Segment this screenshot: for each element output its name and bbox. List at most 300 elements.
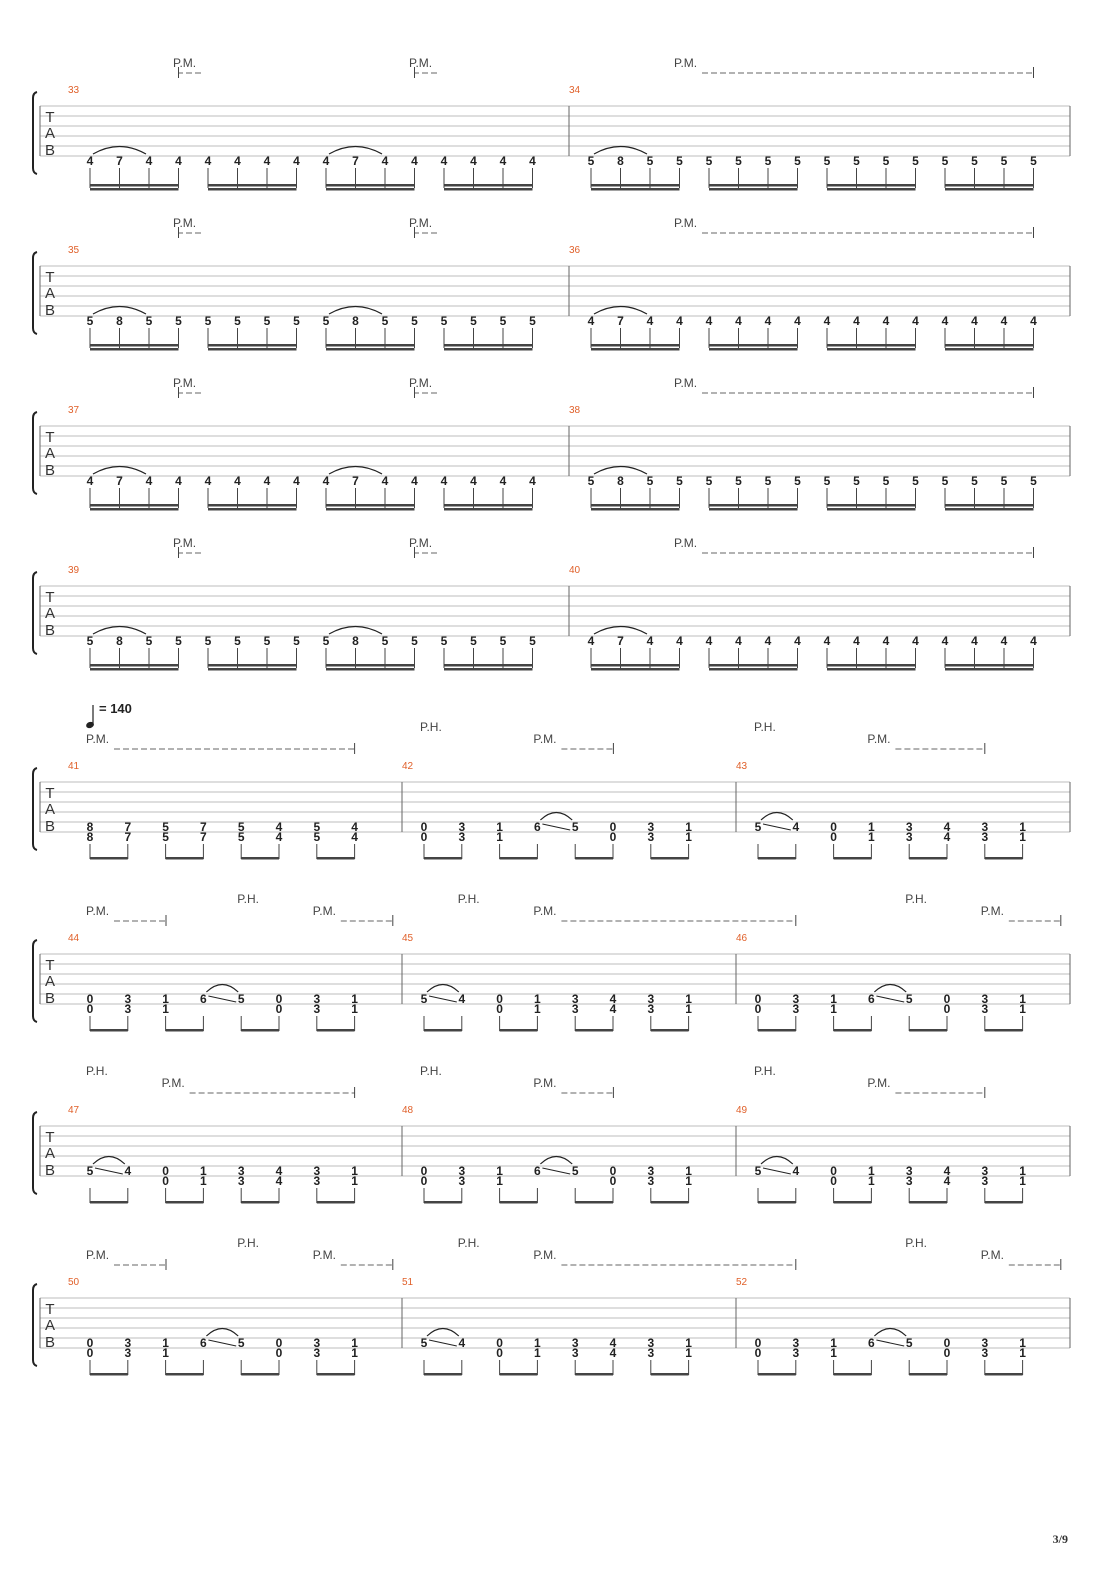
fret-number: 1 <box>1019 820 1026 834</box>
fret-number: 5 <box>941 154 949 168</box>
palm-mute-label: P.M. <box>409 536 433 550</box>
fret-number: 8 <box>617 474 624 488</box>
palm-mute-label: P.M. <box>674 376 698 390</box>
fret-number: 1 <box>200 1164 207 1178</box>
beam-secondary <box>709 188 798 191</box>
fret-number: 5 <box>587 474 595 488</box>
palm-mute-label: P.M. <box>533 904 557 918</box>
measure <box>569 85 1037 191</box>
fret-number: 4 <box>204 474 212 488</box>
measure-number: 42 <box>402 761 414 772</box>
fret-number: 5 <box>313 830 321 844</box>
fret-number: 1 <box>685 1002 692 1016</box>
eighth-beam <box>985 1373 1023 1376</box>
fret-number: 5 <box>646 474 654 488</box>
beam-primary <box>208 664 297 667</box>
measure-number: 34 <box>569 85 581 96</box>
hammer-on-arc <box>206 1329 238 1337</box>
sixteenth-beam <box>827 184 916 191</box>
fret-number: 3 <box>647 1174 655 1188</box>
tab-letter-a: A <box>44 125 56 142</box>
sixteenth-beam <box>709 184 798 191</box>
fret-number: 3 <box>981 1346 989 1360</box>
beam-primary <box>591 504 680 507</box>
fret-number: 4 <box>971 314 978 328</box>
fret-number: 0 <box>609 830 617 844</box>
sixteenth-beam <box>709 664 798 671</box>
system-bracket <box>33 412 37 494</box>
hammer-on-arc <box>427 1329 459 1337</box>
fret-number: 0 <box>943 1002 951 1016</box>
fret-number: 0 <box>830 830 837 844</box>
slide-line <box>763 1168 791 1174</box>
beam-secondary <box>827 508 916 511</box>
fret-number: 4 <box>234 474 241 488</box>
fret-number: 6 <box>200 1336 207 1350</box>
fret-number: 5 <box>853 474 860 488</box>
fret-number: 3 <box>313 1346 321 1360</box>
fret-number: 4 <box>792 820 800 834</box>
eighth-beam <box>424 1029 462 1032</box>
fret-number: 4 <box>823 314 831 328</box>
beam-primary <box>326 344 415 347</box>
beam-primary <box>208 504 297 507</box>
fret-number: 4 <box>943 1174 951 1188</box>
fret-number: 0 <box>420 1174 428 1188</box>
palm-mute-label: P.M. <box>173 376 197 390</box>
measure-number: 44 <box>68 933 80 944</box>
fret-number: 0 <box>420 820 428 834</box>
measure-number: 43 <box>736 761 748 772</box>
fret-number: 3 <box>981 992 989 1006</box>
eighth-beam <box>500 1029 538 1032</box>
fret-number: 3 <box>647 1346 655 1360</box>
tab-letter-b: B <box>44 1162 56 1179</box>
beam-secondary <box>444 668 533 671</box>
tab-letter-t: T <box>45 1301 55 1318</box>
fret-number: 5 <box>941 474 949 488</box>
fret-number: 1 <box>685 1336 692 1350</box>
fret-number: 3 <box>905 820 913 834</box>
staff-lines <box>40 266 1070 316</box>
fret-number: 5 <box>646 154 654 168</box>
fret-number: 1 <box>200 1174 207 1188</box>
fret-number: 5 <box>175 634 182 648</box>
measure-number: 40 <box>569 565 581 576</box>
fret-number: 4 <box>943 820 951 834</box>
hammer-on-arc <box>594 627 647 635</box>
fret-number: 8 <box>86 830 94 844</box>
beam-secondary <box>208 348 297 351</box>
beam-primary <box>827 184 916 187</box>
sixteenth-beam <box>208 344 297 351</box>
hammer-on-arc <box>594 467 647 475</box>
palm-mute-label: P.M. <box>173 56 197 70</box>
fret-number: 5 <box>322 314 330 328</box>
fret-number: 0 <box>275 992 283 1006</box>
fret-number: 4 <box>735 634 742 648</box>
fret-number: 4 <box>275 830 283 844</box>
fret-number: 7 <box>124 830 132 844</box>
fret-number: 1 <box>496 1174 503 1188</box>
fret-number: 3 <box>792 992 800 1006</box>
slide-line <box>542 824 570 830</box>
fret-number: 5 <box>162 830 169 844</box>
beam-secondary <box>945 668 1034 671</box>
system-bracket <box>33 1112 37 1194</box>
fret-number: 5 <box>676 154 683 168</box>
fret-number: 0 <box>420 830 428 844</box>
fret-number: 4 <box>609 1336 617 1350</box>
fret-number: 0 <box>496 992 503 1006</box>
fret-number: 5 <box>293 634 300 648</box>
beam-secondary <box>709 508 798 511</box>
fret-number: 1 <box>1019 1336 1026 1350</box>
palm-mute-label: P.M. <box>409 56 433 70</box>
fret-number: 1 <box>534 992 541 1006</box>
hammer-on-arc <box>329 307 382 315</box>
pinch-harmonic-label: P.H. <box>420 1064 442 1078</box>
fret-number: 4 <box>234 154 241 168</box>
fret-number: 7 <box>617 314 624 328</box>
fret-number: 4 <box>971 634 978 648</box>
slide-line <box>208 996 236 1002</box>
fret-number: 5 <box>912 474 919 488</box>
beam-secondary <box>945 188 1034 191</box>
fret-number: 3 <box>124 1002 132 1016</box>
sixteenth-beam <box>208 184 297 191</box>
eighth-beam <box>424 1201 462 1204</box>
tab-letter-t: T <box>45 785 55 802</box>
fret-number: 5 <box>234 314 241 328</box>
tab-letter-a: A <box>44 1145 56 1162</box>
beam-primary <box>945 664 1034 667</box>
fret-number: 4 <box>458 992 466 1006</box>
fret-number: 4 <box>263 474 271 488</box>
eighth-beam <box>985 857 1023 860</box>
sixteenth-beam <box>444 504 533 511</box>
fret-number: 5 <box>381 634 389 648</box>
fret-number: 0 <box>275 1346 283 1360</box>
tempo-text: = 140 <box>99 701 132 716</box>
sixteenth-beam <box>326 504 415 511</box>
fret-number: 5 <box>853 154 860 168</box>
fret-number: 1 <box>162 1346 169 1360</box>
fret-number: 4 <box>882 314 890 328</box>
fret-number: 5 <box>237 820 245 834</box>
eighth-beam <box>985 1201 1023 1204</box>
sixteenth-beam <box>444 184 533 191</box>
fret-number: 1 <box>496 820 503 834</box>
beam-primary <box>326 504 415 507</box>
sixteenth-beam <box>444 664 533 671</box>
eighth-beam <box>758 1201 796 1204</box>
fret-number: 3 <box>313 1002 321 1016</box>
fret-number: 4 <box>145 474 153 488</box>
fret-number: 0 <box>86 1002 94 1016</box>
fret-number: 3 <box>571 1336 579 1350</box>
measure-number: 47 <box>68 1105 80 1116</box>
fret-number: 4 <box>381 474 389 488</box>
fret-number: 5 <box>440 314 448 328</box>
fret-number: 3 <box>571 992 579 1006</box>
fret-number: 4 <box>587 634 595 648</box>
pinch-harmonic-label: P.H. <box>86 1064 108 1078</box>
eighth-beam <box>424 857 462 860</box>
fret-number: 1 <box>351 1164 358 1178</box>
eighth-beam <box>424 1373 462 1376</box>
hammer-on-arc <box>329 627 382 635</box>
fret-number: 1 <box>351 992 358 1006</box>
fret-number: 3 <box>571 1002 579 1016</box>
palm-mute-label: P.M. <box>173 216 197 230</box>
fret-number: 5 <box>823 474 831 488</box>
fret-number: 3 <box>313 1336 321 1350</box>
fret-number: 7 <box>116 474 123 488</box>
fret-number: 4 <box>1000 634 1008 648</box>
fret-number: 4 <box>86 154 94 168</box>
fret-number: 3 <box>981 1164 989 1178</box>
measure <box>736 933 1026 1032</box>
fret-number: 6 <box>534 1164 541 1178</box>
fret-number: 1 <box>685 1174 692 1188</box>
fret-number: 5 <box>237 992 245 1006</box>
slide-line <box>542 1168 570 1174</box>
eighth-beam <box>166 1029 204 1032</box>
fret-number: 4 <box>1030 314 1037 328</box>
fret-number: 4 <box>458 1336 466 1350</box>
fret-number: 0 <box>86 1336 94 1350</box>
beam-secondary <box>208 668 297 671</box>
measure <box>68 761 358 860</box>
fret-number: 3 <box>981 1174 989 1188</box>
fret-number: 4 <box>609 1002 617 1016</box>
fret-number: 4 <box>705 634 713 648</box>
fret-number: 1 <box>1019 1346 1026 1360</box>
beam-primary <box>591 344 680 347</box>
tab-letter-t: T <box>45 957 55 974</box>
fret-number: 5 <box>529 314 536 328</box>
tab-letter-b: B <box>44 990 56 1007</box>
fret-number: 5 <box>499 314 507 328</box>
fret-number: 5 <box>293 314 300 328</box>
fret-number: 3 <box>313 1174 321 1188</box>
fret-number: 3 <box>237 1164 245 1178</box>
beam-primary <box>444 344 533 347</box>
eighth-beam <box>651 1201 689 1204</box>
fret-number: 4 <box>381 154 389 168</box>
fret-number: 4 <box>943 1164 951 1178</box>
fret-number: 4 <box>735 314 742 328</box>
beam-secondary <box>591 668 680 671</box>
fret-number: 5 <box>145 314 153 328</box>
fret-number: 1 <box>351 1336 358 1350</box>
fret-number: 1 <box>1019 830 1026 844</box>
palm-mute-label: P.M. <box>409 376 433 390</box>
beam-primary <box>208 344 297 347</box>
measure <box>736 1105 1026 1204</box>
staff-system <box>33 536 1070 671</box>
fret-number: 3 <box>981 820 989 834</box>
sixteenth-beam <box>591 504 680 511</box>
measure-number: 41 <box>68 761 80 772</box>
fret-number: 0 <box>943 992 951 1006</box>
fret-number: 4 <box>764 314 772 328</box>
system-bracket <box>33 572 37 654</box>
hammer-on-arc <box>329 147 382 155</box>
fret-number: 5 <box>322 634 330 648</box>
beam-primary <box>591 664 680 667</box>
fret-number: 0 <box>420 1164 428 1178</box>
eighth-beam <box>651 1373 689 1376</box>
palm-mute-label: P.M. <box>674 56 698 70</box>
fret-number: 4 <box>941 634 949 648</box>
beam-secondary <box>90 348 179 351</box>
fret-number: 4 <box>529 154 536 168</box>
fret-number: 4 <box>646 314 654 328</box>
sixteenth-beam <box>326 664 415 671</box>
hammer-on-arc <box>761 1157 793 1165</box>
fret-number: 0 <box>86 992 94 1006</box>
hammer-on-arc <box>761 813 793 821</box>
fret-number: 4 <box>529 474 536 488</box>
fret-number: 0 <box>830 1174 837 1188</box>
fret-number: 1 <box>534 1346 541 1360</box>
fret-number: 4 <box>587 314 595 328</box>
hammer-on-arc <box>540 1157 572 1165</box>
palm-mute-label: P.M. <box>86 1248 110 1262</box>
eighth-beam <box>90 1201 128 1204</box>
hammer-on-arc <box>427 985 459 993</box>
fret-number: 0 <box>754 1346 762 1360</box>
fret-number: 0 <box>609 820 617 834</box>
palm-mute-label: P.M. <box>86 732 110 746</box>
sixteenth-beam <box>591 184 680 191</box>
pinch-harmonic-label: P.H. <box>457 892 480 906</box>
palm-mute-label: P.M. <box>86 904 110 918</box>
beam-primary <box>208 184 297 187</box>
measure-number: 33 <box>68 85 80 96</box>
palm-mute-label: P.M. <box>674 536 698 550</box>
eighth-beam <box>317 857 355 860</box>
beam-secondary <box>444 188 533 191</box>
system-bracket <box>33 252 37 334</box>
eighth-beam <box>834 857 872 860</box>
pinch-harmonic-label: P.H. <box>237 1236 259 1250</box>
hammer-on-arc <box>93 147 146 155</box>
slide-line <box>876 1340 904 1346</box>
beam-secondary <box>90 668 179 671</box>
eighth-beam <box>985 1029 1023 1032</box>
fret-number: 4 <box>322 474 330 488</box>
fret-number: 3 <box>458 1164 466 1178</box>
staff-system <box>33 376 1070 511</box>
palm-mute-label: P.M. <box>173 536 197 550</box>
beam-primary <box>591 184 680 187</box>
staff-system <box>33 216 1070 351</box>
fret-number: 1 <box>830 1336 837 1350</box>
fret-number: 5 <box>1000 154 1008 168</box>
fret-number: 5 <box>313 820 321 834</box>
fret-number: 4 <box>794 314 801 328</box>
eighth-beam <box>166 1201 204 1204</box>
fret-number: 0 <box>275 1336 283 1350</box>
fret-number: 5 <box>470 634 477 648</box>
tab-letter-a: A <box>44 445 56 462</box>
tab-letter-a: A <box>44 801 56 818</box>
measure <box>68 1105 358 1204</box>
fret-number: 4 <box>145 154 153 168</box>
tab-letter-b: B <box>44 462 56 479</box>
palm-mute-label: P.M. <box>867 732 891 746</box>
fret-number: 4 <box>124 1164 132 1178</box>
fret-number: 4 <box>941 314 949 328</box>
fret-number: 5 <box>764 474 772 488</box>
staff-system <box>33 892 1070 1032</box>
system-bracket <box>33 940 37 1022</box>
beam-secondary <box>945 508 1034 511</box>
fret-number: 4 <box>609 1346 617 1360</box>
measure <box>402 761 692 860</box>
tab-letter-a: A <box>44 285 56 302</box>
pinch-harmonic-label: P.H. <box>237 892 259 906</box>
fret-number: 1 <box>868 820 875 834</box>
fret-number: 3 <box>124 1336 132 1350</box>
page-number: 3/9 <box>1052 1532 1068 1546</box>
fret-number: 5 <box>145 634 153 648</box>
staff-lines <box>40 426 1070 476</box>
fret-number: 5 <box>882 474 890 488</box>
eighth-beam <box>317 1373 355 1376</box>
tab-letter-b: B <box>44 302 56 319</box>
fret-number: 7 <box>352 474 359 488</box>
fret-number: 5 <box>411 634 418 648</box>
beam-primary <box>444 664 533 667</box>
beam-primary <box>444 184 533 187</box>
hammer-on-arc <box>329 467 382 475</box>
fret-number: 4 <box>912 634 919 648</box>
fret-number: 1 <box>868 1174 875 1188</box>
fret-number: 5 <box>162 820 169 834</box>
fret-number: 5 <box>470 314 477 328</box>
fret-number: 5 <box>263 634 271 648</box>
fret-number: 5 <box>971 474 978 488</box>
staff-system <box>33 1236 1070 1376</box>
measure-number: 46 <box>736 933 748 944</box>
measure-number: 52 <box>736 1277 748 1288</box>
hammer-on-arc <box>206 985 238 993</box>
fret-number: 4 <box>275 1164 283 1178</box>
fret-number: 0 <box>830 820 837 834</box>
fret-number: 4 <box>794 634 801 648</box>
beam-primary <box>827 664 916 667</box>
fret-number: 5 <box>1000 474 1008 488</box>
tab-letter-b: B <box>44 622 56 639</box>
sixteenth-beam <box>591 344 680 351</box>
fret-number: 6 <box>534 820 541 834</box>
fret-number: 8 <box>116 314 123 328</box>
fret-number: 3 <box>647 1336 655 1350</box>
fret-number: 3 <box>647 820 655 834</box>
fret-number: 5 <box>882 154 890 168</box>
eighth-beam <box>758 1029 796 1032</box>
sixteenth-beam <box>945 184 1034 191</box>
fret-number: 3 <box>458 830 466 844</box>
fret-number: 3 <box>792 1346 800 1360</box>
fret-number: 6 <box>868 992 875 1006</box>
measure <box>68 565 536 671</box>
beam-secondary <box>208 188 297 191</box>
